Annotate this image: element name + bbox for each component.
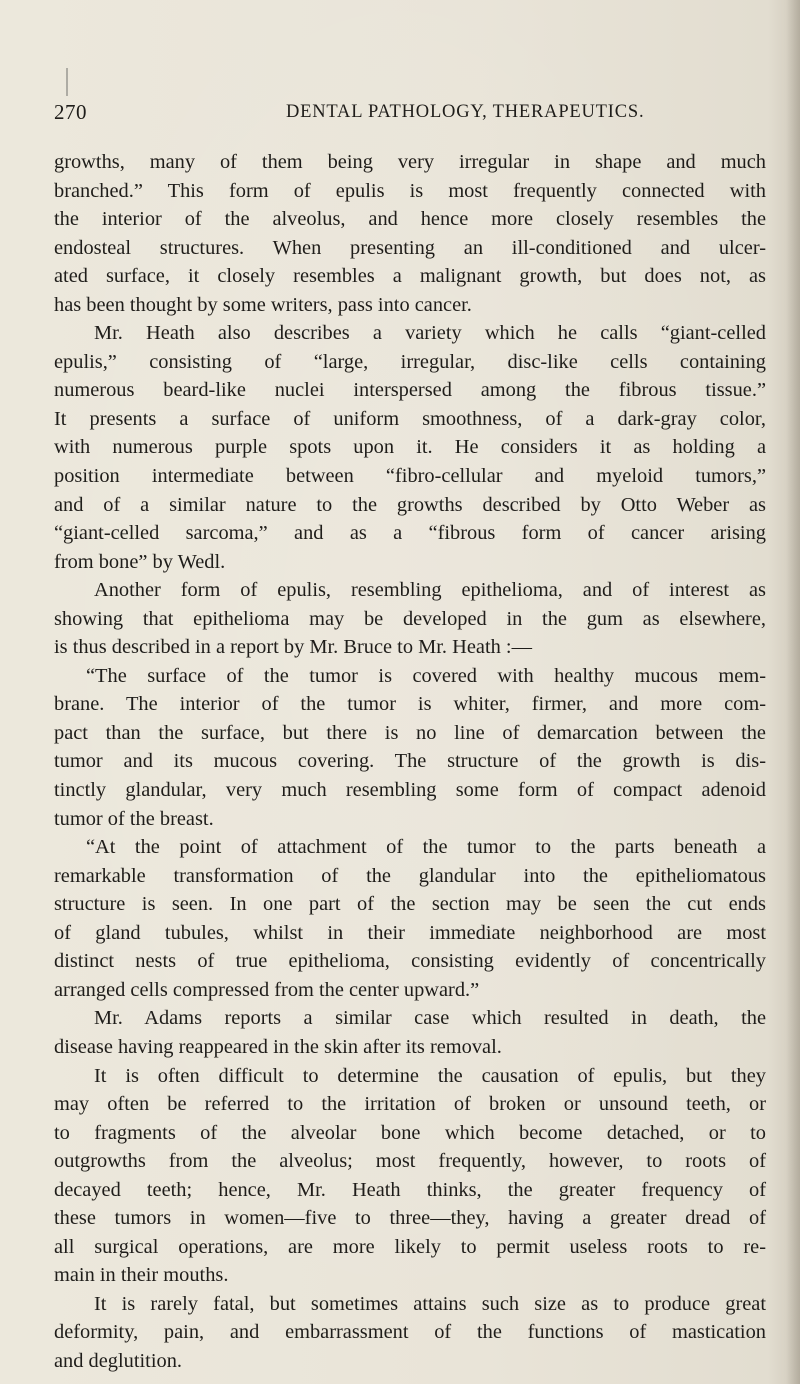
text-line: arranged cells compressed from the center upward.” [54, 978, 480, 1001]
text-line: growths, many of them being very irregular in shape and much [54, 151, 766, 173]
text-line: epulis,” consisting of “large, irregular, disc-like cells containing [54, 350, 766, 373]
text-line: these tumors in women—five to three—they, having a greater dread of [54, 1207, 766, 1230]
page-edge-shadow [786, 0, 800, 1384]
margin-mark [66, 68, 68, 96]
text-line: and deglutition. [54, 1349, 182, 1372]
text-line: Mr. Heath also describes a variety which he calls “giant-celled [94, 322, 766, 345]
text-line: It presents a surface of uniform smoothness, of a dark-gray color, [54, 407, 766, 430]
text-line: It is often difficult to determine the causation of epulis, but they [94, 1064, 766, 1087]
text-line: may often be referred to the irritation of broken or unsound teeth, or [54, 1093, 766, 1116]
text-line: Another form of epulis, resembling epithelioma, and of interest as [94, 579, 766, 602]
text-line: “The surface of the tumor is covered with healthy mucous mem- [86, 664, 766, 687]
text-line: Mr. Adams reports a similar case which resulted in death, the [94, 1007, 766, 1030]
text-line: from bone” by Wedl. [54, 550, 226, 573]
page-header [54, 100, 754, 130]
running-head: DENTAL PATHOLOGY, THERAPEUTICS. [286, 102, 645, 122]
text-line: tumor of the breast. [54, 807, 214, 830]
text-line: is thus described in a report by Mr. Bruce to Mr. Heath :— [54, 636, 532, 659]
text-line: showing that epithelioma may be developed in the gum as elsewhere, [54, 607, 766, 630]
text-line: It is rarely fatal, but sometimes attains such size as to produce great [94, 1292, 766, 1315]
text-line: distinct nests of true epithelioma, consisting evidently of concentrically [54, 950, 766, 973]
text-line: to fragments of the alveolar bone which become detached, or to [54, 1121, 766, 1144]
text-line: and of a similar nature to the growths described by Otto Weber as [54, 493, 766, 516]
text-line: pact than the surface, but there is no line of demarcation between the [54, 721, 766, 744]
text-line: numerous beard-like nuclei interspersed among the fibrous tissue.” [54, 379, 766, 402]
text-line: endosteal structures. When presenting an ill-conditioned and ulcer- [54, 236, 766, 259]
text-line: “At the point of attachment of the tumor to the parts beneath a [86, 836, 766, 859]
text-line: tumor and its mucous covering. The structure of the growth is dis- [54, 750, 766, 773]
text-line: main in their mouths. [54, 1264, 229, 1287]
text-line: remarkable transformation of the glandular into the epitheliomatous [54, 864, 766, 887]
text-line: position intermediate between “fibro-cellular and myeloid tumors,” [54, 465, 766, 488]
text-line: all surgical operations, are more likely to permit useless roots to re- [54, 1235, 766, 1258]
text-line: the interior of the alveolus, and hence more closely resembles the [54, 208, 766, 231]
page-number: 270 [54, 100, 87, 124]
text-line: branched.” This form of epulis is most frequently connected with [54, 179, 766, 202]
text-line: structure is seen. In one part of the section may be seen the cut ends [54, 893, 766, 916]
text-line: brane. The interior of the tumor is whiter, firmer, and more com- [54, 693, 766, 716]
body-text [54, 148, 766, 1376]
text-line: decayed teeth; hence, Mr. Heath thinks, the greater frequency of [54, 1178, 766, 1201]
text-line: ated surface, it closely resembles a malignant growth, but does not, as [54, 265, 766, 288]
text-line: “giant-celled sarcoma,” and as a “fibrous form of cancer arising [54, 522, 766, 545]
text-line: tinctly glandular, very much resembling some form of compact adenoid [54, 779, 766, 802]
text-line: of gland tubules, whilst in their immediate neighborhood are most [54, 921, 766, 944]
text-line: deformity, pain, and embarrassment of the functions of mastication [54, 1321, 766, 1344]
text-line: with numerous purple spots upon it. He considers it as holding a [54, 436, 766, 459]
text-line: outgrowths from the alveolus; most frequently, however, to roots of [54, 1150, 766, 1173]
text-line: disease having reappeared in the skin after its removal. [54, 1035, 502, 1058]
text-line: has been thought by some writers, pass into cancer. [54, 293, 472, 316]
